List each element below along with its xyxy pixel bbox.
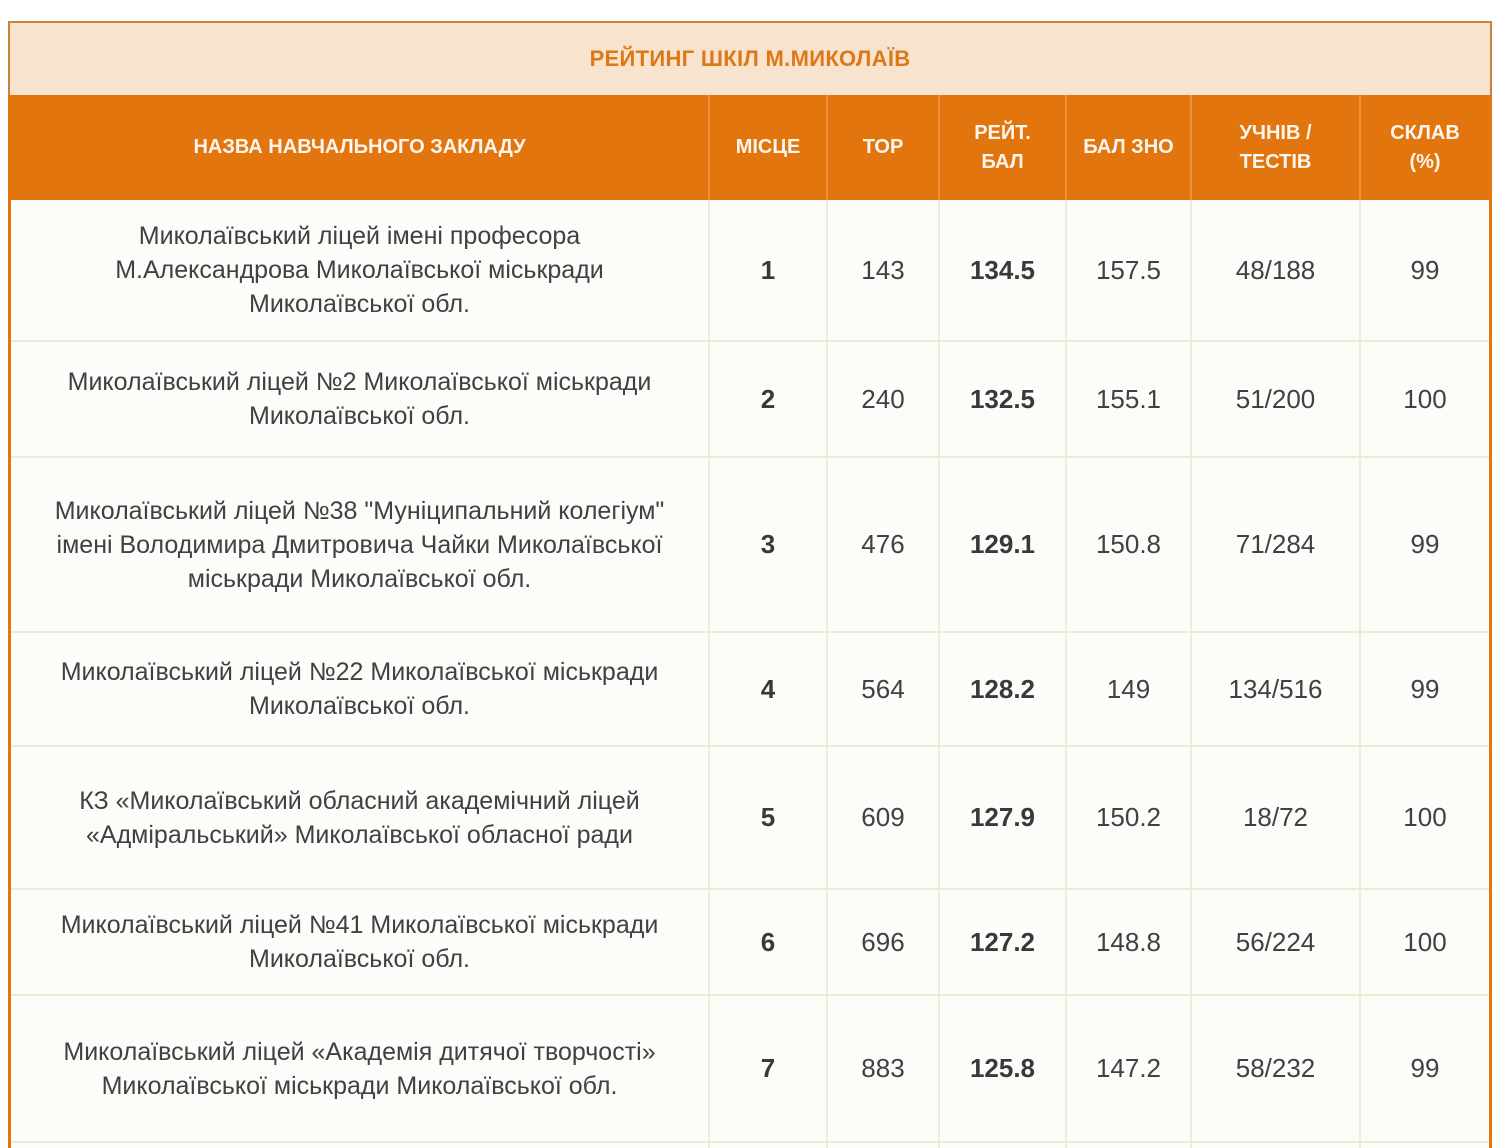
top-cell: 696 <box>828 890 940 994</box>
top-cell: 564 <box>828 633 940 745</box>
zno-score-cell: 149 <box>1067 633 1192 745</box>
passed-pct-cell: 100 <box>1403 926 1447 957</box>
column-header-school-name: НАЗВА НАВЧАЛЬНОГО ЗАКЛАДУ <box>11 95 710 200</box>
table-row <box>11 996 1489 1143</box>
zno-score-cell <box>1067 1143 1192 1148</box>
column-header-zno-score: БАЛ ЗНО <box>1067 95 1192 200</box>
school-name-cell: КЗ «Миколаївський обласний академічний ліцей «Адміральський» Миколаївської обласної ради <box>11 747 710 888</box>
passed-pct-cell: 99 <box>1410 673 1440 704</box>
school-name-cell: Миколаївський ліцей імені професора М.Александрова Миколаївської міськради Миколаївської обл. <box>11 200 710 340</box>
school-name-cell: Миколаївський ліцей №38 "Муніципальний колегіум" імені Володимира Дмитровича Чайки Миколаївської міськради Миколаївської обл. <box>11 458 710 631</box>
school-name-cell <box>11 1143 710 1148</box>
table-title: РЕЙТИНГ ШКІЛ М.МИКОЛАЇВ <box>589 46 911 71</box>
school-name-cell: Миколаївський ліцей №41 Миколаївської міськради Миколаївської обл. <box>11 890 710 994</box>
students-tests-cell: 134/516 <box>1192 633 1361 745</box>
passed-pct-cell: 99 <box>1410 1053 1440 1083</box>
column-header-place: МІСЦЕ <box>710 95 828 200</box>
school-name-cell: Миколаївський ліцей №2 Миколаївської міськради Миколаївської обл. <box>11 342 710 456</box>
students-tests-cell: 56/224 <box>1192 890 1361 994</box>
table-row <box>11 633 1489 747</box>
place-cell <box>710 1143 828 1148</box>
students-tests-cell: 58/232 <box>1192 996 1361 1141</box>
rating-score-cell: 128.2 <box>940 633 1067 745</box>
students-tests-cell <box>1192 1143 1361 1148</box>
zno-score-cell: 155.1 <box>1067 342 1192 456</box>
table-main <box>8 95 1492 1148</box>
column-header-rating-score: РЕЙТ. БАЛ <box>940 95 1067 200</box>
top-cell: 609 <box>828 747 940 888</box>
zno-score-cell: 147.2 <box>1067 996 1192 1141</box>
zno-score-cell: 148.8 <box>1067 890 1192 994</box>
school-name-cell: Миколаївський ліцей №22 Миколаївської міськради Миколаївської обл. <box>11 633 710 745</box>
passed-pct-cell: 99 <box>1410 254 1440 285</box>
place-cell: 5 <box>710 747 828 888</box>
table-row <box>11 890 1489 996</box>
passed-pct-cell: 99 <box>1410 529 1440 559</box>
students-tests-cell: 18/72 <box>1192 747 1361 888</box>
top-cell: 143 <box>828 200 940 340</box>
rating-score-cell: 125.8 <box>940 996 1067 1141</box>
top-cell: 476 <box>828 458 940 631</box>
top-cell: 883 <box>828 996 940 1141</box>
passed-pct-cell <box>1361 1143 1489 1148</box>
table-row <box>11 458 1489 633</box>
column-header-passed-pct: СКЛАВ (%) <box>1390 121 1460 173</box>
rating-score-cell <box>940 1143 1067 1148</box>
top-cell <box>828 1143 940 1148</box>
rating-score-cell: 127.9 <box>940 747 1067 888</box>
rating-score-cell: 127.2 <box>940 890 1067 994</box>
school-rating-table <box>8 21 1492 1148</box>
top-cell: 240 <box>828 342 940 456</box>
zno-score-cell: 157.5 <box>1067 200 1192 340</box>
table-row <box>11 747 1489 890</box>
column-header-top: ТОР <box>828 95 940 200</box>
place-cell: 3 <box>710 458 828 631</box>
table-title-bar <box>8 21 1492 95</box>
rating-score-cell: 134.5 <box>940 200 1067 340</box>
rating-score-cell: 132.5 <box>940 342 1067 456</box>
table-row-partial <box>11 1143 1489 1148</box>
passed-pct-cell: 100 <box>1403 802 1447 832</box>
table-row <box>11 342 1489 458</box>
zno-score-cell: 150.2 <box>1067 747 1192 888</box>
column-header-students-tests: УЧНІВ / ТЕСТІВ <box>1192 95 1361 200</box>
table-header-row <box>11 95 1489 200</box>
school-name-cell: Миколаївський ліцей «Академія дитячої творчості» Миколаївської міськради Миколаївської обл. <box>11 996 710 1141</box>
passed-pct-cell: 100 <box>1403 383 1447 414</box>
zno-score-cell: 150.8 <box>1067 458 1192 631</box>
students-tests-cell: 48/188 <box>1192 200 1361 340</box>
place-cell: 1 <box>710 200 828 340</box>
students-tests-cell: 71/284 <box>1192 458 1361 631</box>
place-cell: 7 <box>710 996 828 1141</box>
table-row <box>11 200 1489 342</box>
students-tests-cell: 51/200 <box>1192 342 1361 456</box>
place-cell: 6 <box>710 890 828 994</box>
place-cell: 4 <box>710 633 828 745</box>
place-cell: 2 <box>710 342 828 456</box>
rating-score-cell: 129.1 <box>940 458 1067 631</box>
